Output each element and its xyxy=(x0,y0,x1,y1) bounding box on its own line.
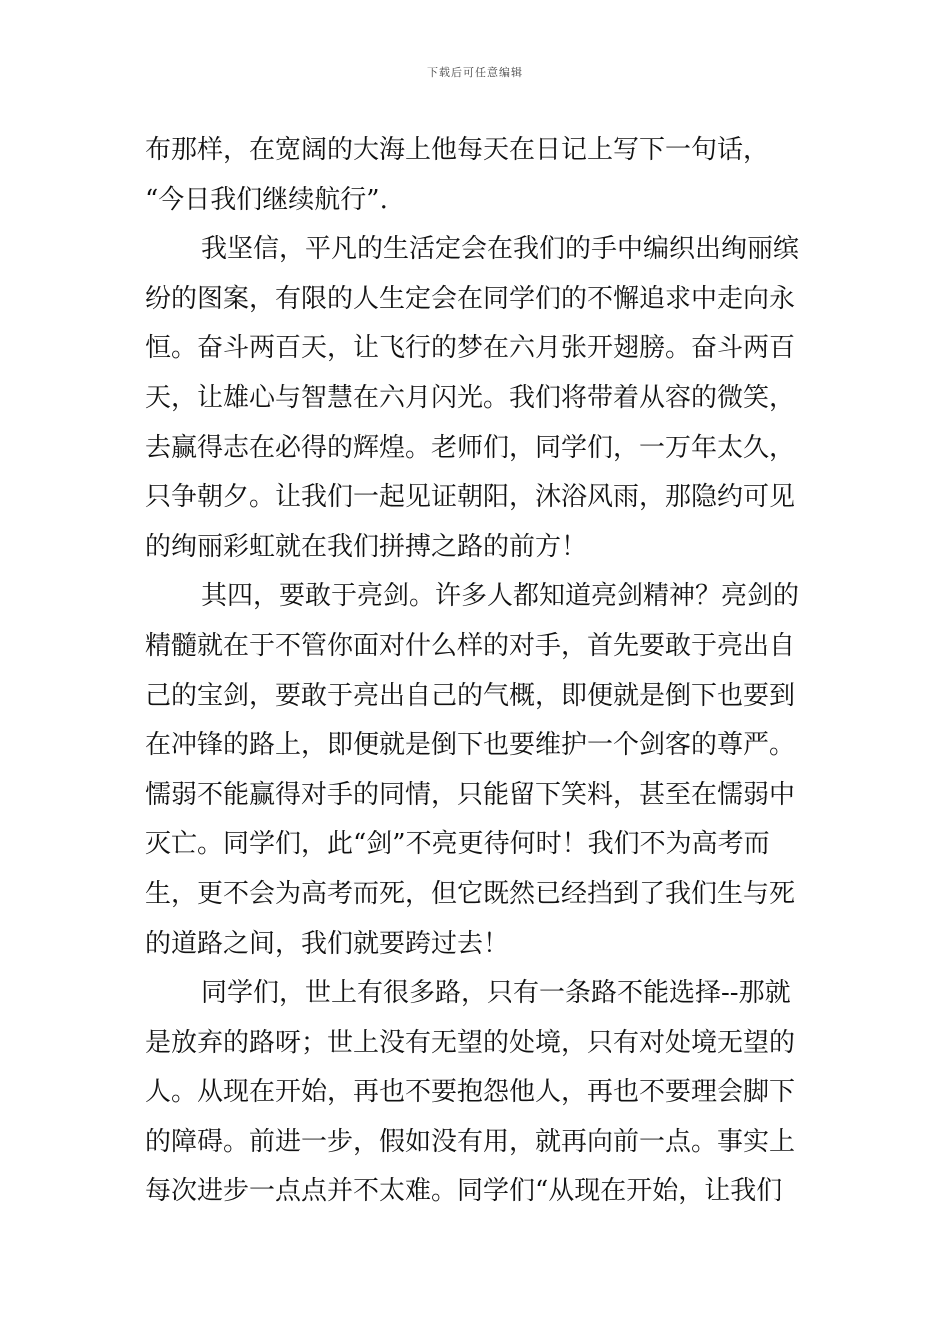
text-line: 只争朝夕。让我们一起见证朝阳，沐浴风雨，那隐约可见 xyxy=(145,482,796,513)
text-line: 是放弃的路呀；世上没有无望的处境，只有对处境无望的 xyxy=(145,1027,796,1058)
text-line: 精髓就在于不管你面对什么样的对手，首先要敢于亮出自 xyxy=(145,630,796,661)
text-line: 生，更不会为高考而死，但它既然已经挡到了我们生与死 xyxy=(145,878,796,909)
text-line: 己的宝剑，要敢于亮出自己的气概，即便就是倒下也要到 xyxy=(145,680,796,711)
text-line: 恒。奋斗两百天，让飞行的梦在六月张开翅膀。奋斗两百 xyxy=(145,333,796,364)
page-header: 下载后可任意编辑 xyxy=(427,66,523,79)
text-line: 懦弱不能赢得对手的同情，只能留下笑料，甚至在懦弱中 xyxy=(145,779,796,810)
text-line: 人。从现在开始，再也不要抱怨他人，再也不要理会脚下 xyxy=(145,1077,796,1108)
text-line: 去赢得志在必得的辉煌。老师们，同学们，一万年太久， xyxy=(145,432,796,463)
text-line: 纷的图案，有限的人生定会在同学们的不懈追求中走向永 xyxy=(145,283,796,314)
text-line: 在冲锋的路上，即便就是倒下也要维护一个剑客的尊严。 xyxy=(145,730,796,761)
text-line: 我坚信，平凡的生活定会在我们的手中编织出绚丽缤 xyxy=(201,234,800,265)
text-line: 其四，要敢于亮剑。许多人都知道亮剑精神？亮剑的 xyxy=(201,581,800,612)
text-line: 每次进步一点点并不太难。同学们“从现在开始，让我们 xyxy=(145,1176,783,1207)
text-line: 的绚丽彩虹就在我们拼搏之路的前方！ xyxy=(145,531,588,562)
text-line: 的障碍。前进一步，假如没有用，就再向前一点。事实上 xyxy=(145,1126,796,1157)
document-body xyxy=(145,126,805,1217)
text-line: “今日我们继续航行”. xyxy=(145,184,388,215)
text-line: 的道路之间，我们就要跨过去！ xyxy=(145,928,510,959)
text-line: 灭亡。同学们，此“剑”不亮更待何时！我们不为高考而 xyxy=(145,829,770,860)
text-line: 布那样，在宽阔的大海上他每天在日记上写下一句话， xyxy=(145,135,770,165)
text-line: 同学们，世上有很多路，只有一条路不能选择--那就 xyxy=(201,978,791,1009)
text-line: 天，让雄心与智慧在六月闪光。我们将带着从容的微笑， xyxy=(145,382,796,413)
